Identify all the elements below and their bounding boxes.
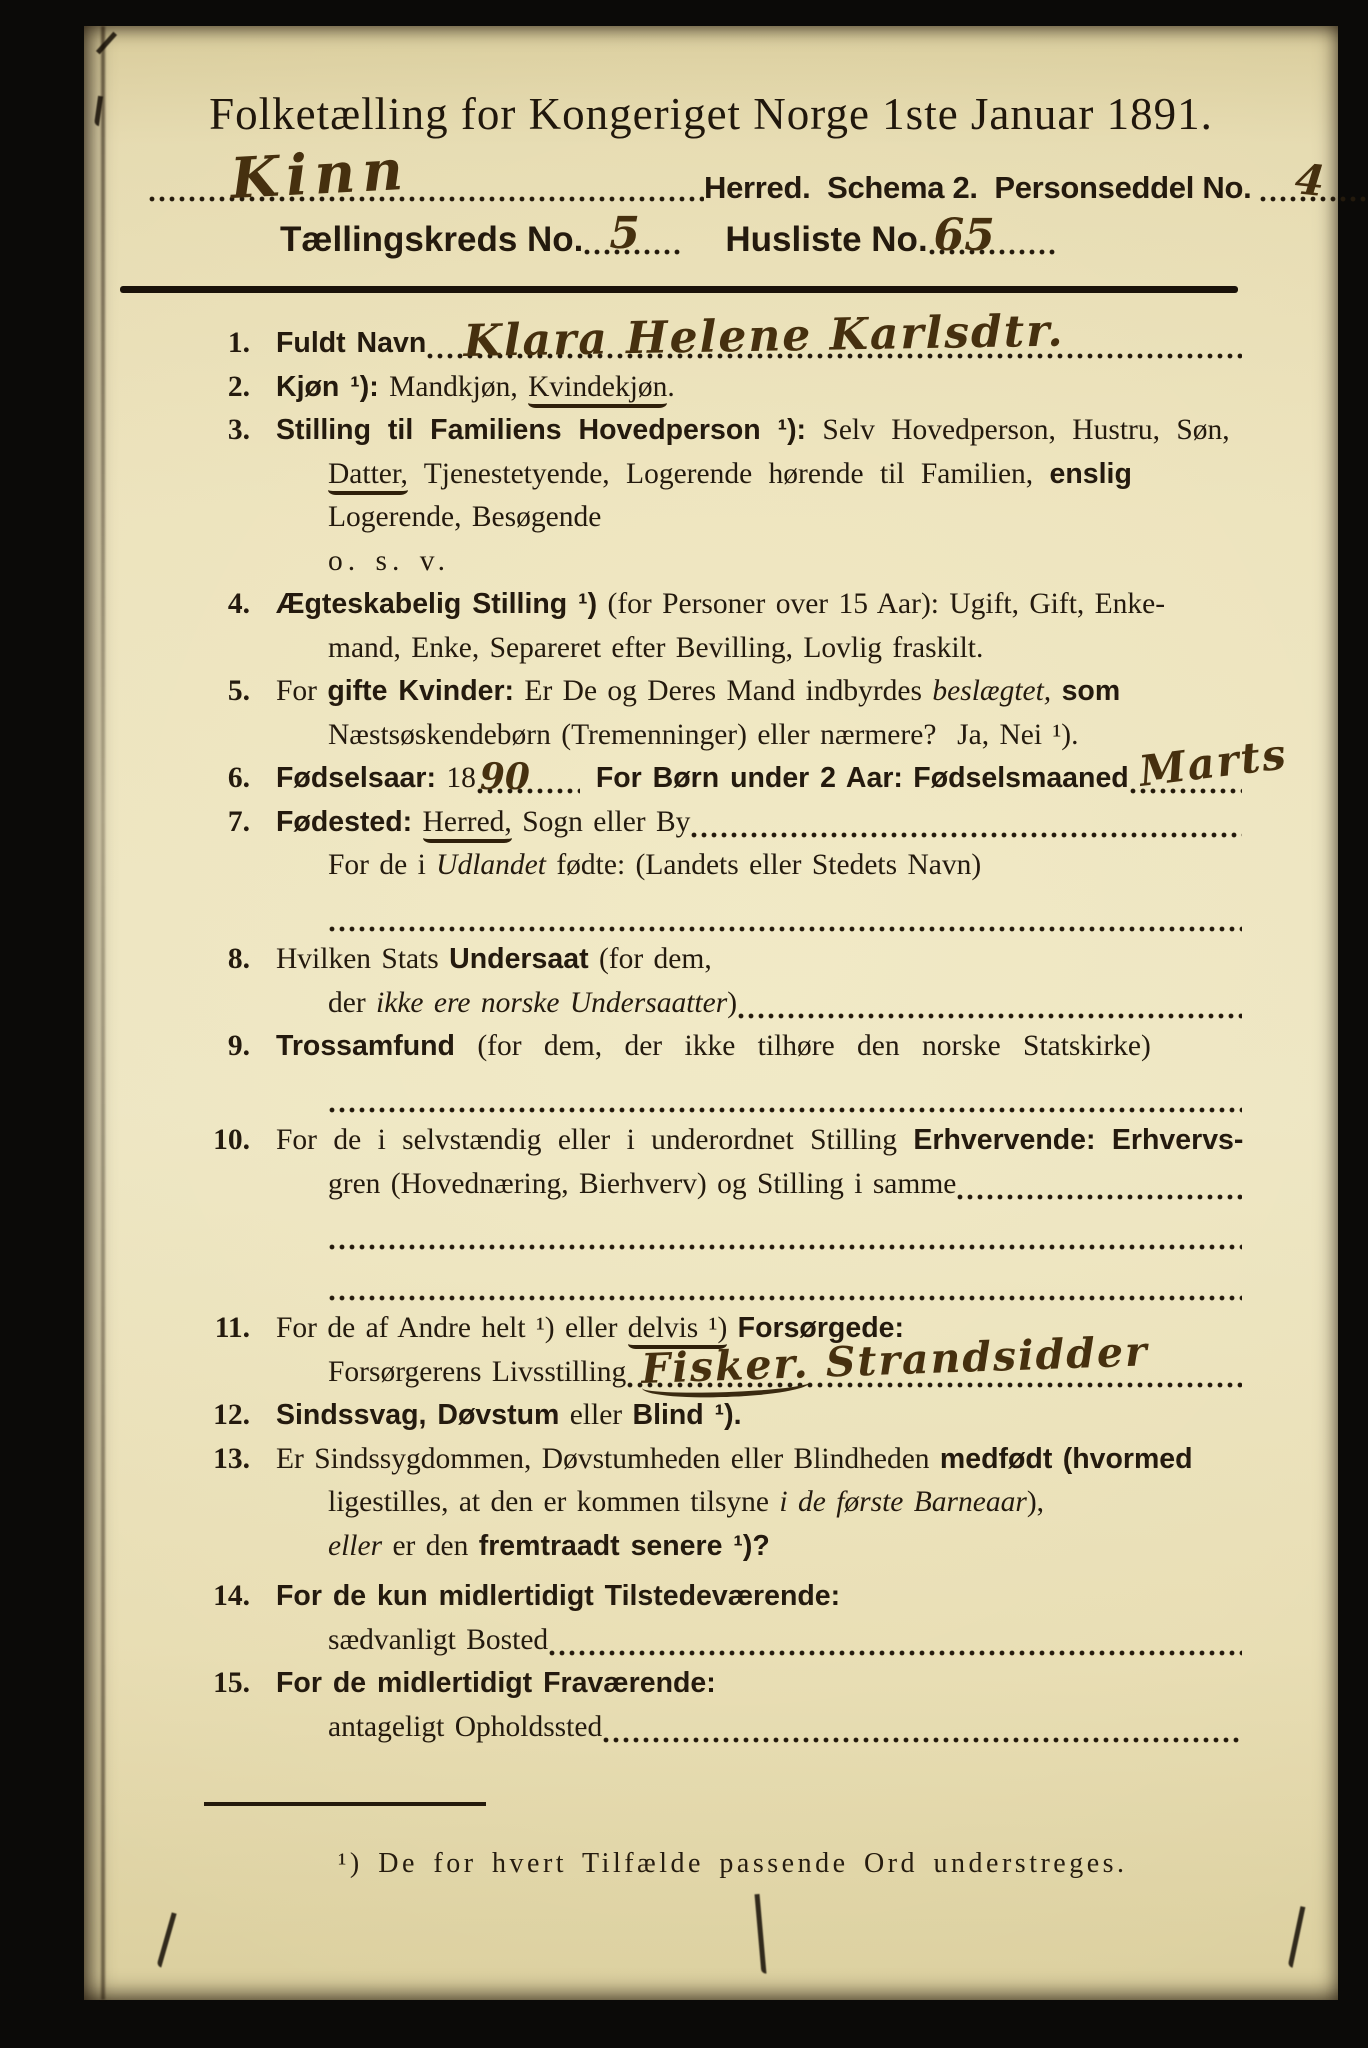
item-4-text-1 [276,588,1165,621]
item-5-text-1 [276,675,1120,708]
item-13-prefix: Er Sindssygdommen, Døvstumheden eller Blindheden [276,1442,930,1475]
item-8-text-2 [328,987,737,1020]
item-13-number: 13. [213,1442,250,1475]
item-5-line-2 [182,719,1242,763]
item-5-italic-beslaegtet: beslægtet, [932,675,1052,707]
taellingskreds-label: Tællingskreds No. [280,220,584,259]
item-3-text-2 [328,458,1132,491]
item-14-line-1 [182,1580,1242,1624]
item-8-line-1 [182,943,1242,987]
item-9-blank-dotted-line [328,1081,1242,1114]
item-2-period: . [667,370,675,403]
item-14-number: 14. [213,1580,250,1612]
item-10-text-1 [276,1124,1243,1157]
item-9-text [276,1030,1151,1063]
item-7-line-3 [182,900,1242,944]
item-4-line-1 [182,588,1242,632]
item-3-line-2 [182,458,1242,502]
personseddel-number-handwritten: 4 [1293,154,1328,207]
item-7-underlined-herred: Herred, [423,806,512,843]
item-12-blind-label: Blind ¹). [632,1399,742,1431]
item-11-prefix: For de af Andre helt ¹) eller [276,1312,618,1344]
item-5-line-1 [182,675,1242,719]
item-5-number: 5. [227,675,250,707]
item-5-label: gifte Kvinder: [327,675,515,707]
item-3-line-3 [182,501,1242,545]
item-11-livsstilling-label: Forsørgerens Livsstilling [328,1355,627,1388]
item-13-line-2 [182,1486,1242,1530]
item-15-text-2 [328,1711,602,1744]
item-13-italic-barneaar: i de første Barneaar [779,1486,1027,1518]
item-13-medfoedt: medfødt [939,1442,1053,1475]
item-3-underlined-option: Datter, [328,458,408,495]
item-13-text-2 [328,1486,1044,1519]
item-8-der: der [328,986,366,1019]
full-name-handwritten: Klara Helene Karlsdtr. [463,305,1066,367]
page-fold-shadow [101,26,105,2000]
item-10-line-4 [182,1269,1242,1313]
item-6-text-2 [596,762,1129,795]
item-4-options-1: (for Personer over 15 Aar): Ugift, Gift, Enke- [607,588,1166,620]
item-7-italic-udlandet: Udlandet [436,849,546,881]
item-14-text-1 [276,1580,840,1613]
item-10-blank-dotted-line-2 [328,1269,1242,1302]
item-9-clause: (for dem, der ikke tilhøre den norske Statskirke) [477,1030,1151,1062]
item-15-opholdssted-label: antageligt Opholdssted [328,1710,603,1743]
item-4-options-2: mand, Enke, Separeret efter Bevilling, Lovlig fraskilt. [328,631,984,664]
item-8-label: Undersaat [449,943,589,975]
item-6-number: 6. [227,762,250,794]
item-3-options-3: Logerende, Besøgende [328,501,602,533]
husliste-label: Husliste No. [725,220,928,259]
item-14-label: For de kun midlertidigt Tilstedeværende: [276,1580,841,1612]
item-10-dotted-line-1 [956,1168,1242,1201]
item-8-number: 8. [227,943,250,975]
item-7-abroad-b: fødte: (Landets eller Stedets Navn) [556,849,982,881]
item-8-line-2 [182,987,1242,1031]
item-3-text-1 [276,414,1230,447]
item-3-etc [328,545,450,578]
item-11-underlined-delvis: delvis ¹) [628,1312,728,1349]
header-divider-rule [120,286,1238,293]
item-15-label: For de midlertidigt Fraværende: [276,1667,716,1699]
item-8-text-1 [276,943,712,976]
item-7-sogn-by: Sogn eller By [522,805,691,838]
taellingskreds-number-handwritten: 5 [609,208,641,259]
item-4-label: Ægteskabelig Stilling ¹) [276,588,598,620]
item-14-dotted-line [548,1624,1242,1657]
district-header-line [148,136,1328,212]
item-10-line-3 [182,1218,1242,1262]
item-6-text-1 [276,762,476,795]
item-15-text-1 [276,1667,716,1700]
item-10-number: 10. [213,1124,250,1156]
census-form-page [84,26,1338,2000]
item-10-blank-dotted-line-1 [328,1218,1242,1251]
item-6-month-label: Fødselsmaaned [913,762,1129,794]
item-6-children-label: For Børn under 2 Aar: [595,762,903,794]
item-10-text-2 [328,1168,956,1201]
item-4-line-2 [182,632,1242,676]
item-1-number: 1. [227,327,250,359]
item-13-italic-eller: eller [328,1529,383,1562]
item-13-close: ), [1026,1486,1045,1518]
item-2-text [276,371,675,404]
form-questions [84,305,1338,1880]
item-4-text-2 [328,632,983,665]
item-1-label: Fuldt Navn [276,327,427,359]
herred-schema-label: Herred. Schema 2. Personseddel No. [704,170,1252,205]
personseddel-dotted-line [1259,154,1368,207]
item-13-er-den: er den [392,1529,469,1562]
item-1-line [182,305,1242,371]
item-3-text-3 [328,501,601,534]
item-8-dotted-line [737,987,1242,1020]
item-3-options-2: Tjenestetyende, Logerende hørende til Familien, [423,457,1034,490]
item-13-text-1 [276,1443,1193,1476]
item-15-line-1 [182,1667,1242,1711]
item-14-bosted-label: sædvanligt Bosted [328,1623,549,1656]
item-10-line-1 [182,1124,1242,1168]
item-14-text-2 [328,1624,548,1657]
occupation-fisker-handwritten: Fisker. [641,1339,811,1400]
item-10-line-2 [182,1168,1242,1212]
item-6-prefix-18: 18 [446,762,476,794]
item-6-label: Fødselsaar: [276,762,436,794]
item-15-line-2 [182,1711,1242,1755]
birth-month-handwritten: Marts [1136,729,1291,796]
item-7-number: 7. [227,805,250,838]
item-3-options-1: Selv Hovedperson, Hustru, Søn, [822,414,1230,446]
footnote-rule [204,1802,486,1806]
form-title: Folketælling for Kongeriget Norge 1ste Januar 1891. [209,89,1213,139]
item-7-text-1 [276,806,690,839]
item-1-dotted-line [426,305,1242,367]
item-3-etc-text: o. s. v. [328,544,450,577]
item-5-for: For [276,675,317,707]
item-14-line-2 [182,1624,1242,1668]
item-8-close-paren: ) [727,986,738,1019]
item-3-label: Stilling til Familiens Hovedperson ¹): [276,414,807,446]
item-5-text-2 [328,719,1079,752]
item-7-label: Fødested: [276,805,413,838]
occupation-strandsidder-handwritten: Strandsidder [825,1326,1150,1387]
item-10-label: Erhvervende: [913,1124,1096,1156]
item-7-blank-dotted-line [328,900,1242,933]
footnote-text: ¹) De for hvert Tilfælde passende Ord understreges. [338,1848,1128,1879]
item-8-italic-clause: ikke ere norske Undersaatter [376,986,728,1019]
item-10-gren: gren (Hovednæring, Bierhverv) og Stilling i samme [328,1167,957,1200]
item-12-number: 12. [213,1399,250,1431]
item-2-number: 2. [227,370,250,403]
item-6-year-dotted-line [476,756,580,798]
item-3-option-enslig: enslig [1049,457,1132,490]
item-13-fremtraadt: fremtraadt senere ¹)? [478,1529,770,1562]
item-15-dotted-line [602,1711,1242,1744]
item-1-label-wrap [276,327,426,360]
district-dotted-line [148,136,704,212]
item-5-question: Er De og Deres Mand indbyrdes [524,675,922,707]
item-13-line-1 [182,1443,1242,1487]
item-11-text-2 [328,1356,626,1389]
item-7-line-2 [182,849,1242,893]
item-9-line-2 [182,1081,1242,1125]
kreds-husliste-line [280,208,1248,261]
item-3-line-1 [182,414,1242,458]
item-2-underlined-option: Kvindekjøn [528,371,667,408]
item-8-prefix: Hvilken Stats [276,943,439,975]
item-7-text-2 [328,849,981,882]
item-13-hvormed: (hvormed [1062,1442,1193,1475]
item-8-paren: (for dem, [598,943,712,975]
item-13-text-3 [328,1530,770,1563]
item-13-ligestilles: ligestilles, at den er kommen tilsyne [328,1486,770,1518]
item-9-line-1 [182,1030,1242,1074]
item-4-number: 4. [227,588,250,620]
item-6-month-dotted-line [1129,729,1291,796]
husliste-dotted-line [928,210,1058,261]
item-7-line-1 [182,806,1242,850]
item-7-abroad-a: For de i [328,849,426,881]
item-10-erhvervs: Erhvervs- [1111,1124,1244,1156]
item-3-line-4 [182,545,1242,589]
item-9-number: 9. [227,1030,250,1062]
item-5-question-2: Næstsøskendebørn (Tremenninger) eller nærmere? Ja, Nei ¹). [328,718,1079,751]
item-12-label: Sindssvag, Døvstum [276,1399,560,1431]
item-13-line-3 [182,1530,1242,1574]
item-9-label: Trossamfund [276,1030,455,1062]
item-11-number: 11. [214,1312,250,1344]
district-handwritten-entry: Kinn [228,136,412,212]
item-7-dotted-line [690,806,1242,839]
item-2-label: Kjøn ¹): [276,370,379,403]
item-2-line [182,371,1242,415]
item-5-som: som [1061,675,1121,707]
item-11-label: Forsørgede: [737,1312,904,1344]
item-3-number: 3. [227,414,250,446]
item-2-option-a: Mandkjøn, [389,370,518,403]
item-10-prefix: For de i selvstændig eller i underordnet Stilling [276,1124,897,1156]
item-12-line [182,1399,1242,1443]
birth-year-handwritten: 90 [479,756,530,798]
husliste-number-handwritten: 65 [933,210,995,261]
taellingskreds-dotted-line [583,208,683,259]
item-12-eller: eller [569,1399,623,1431]
item-12-text [276,1399,742,1432]
item-15-number: 15. [213,1667,250,1699]
